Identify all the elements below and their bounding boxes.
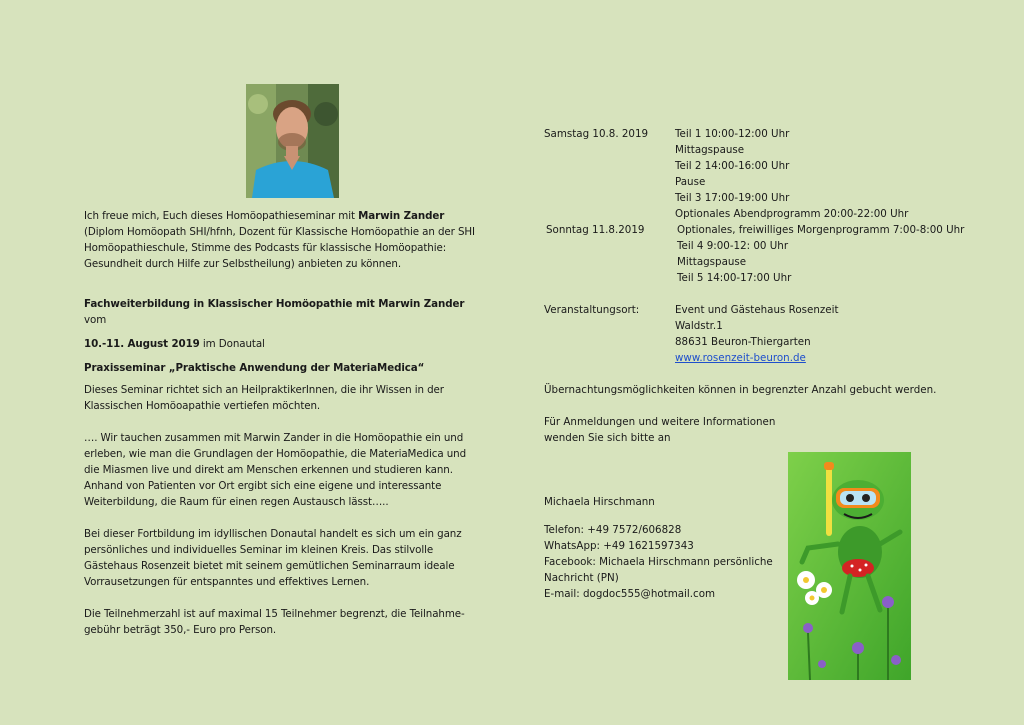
left-column — [84, 208, 479, 638]
saturday-items — [675, 126, 974, 222]
contact-name: Michaela Hirschmann — [544, 496, 655, 508]
fachweiterbildung-title: Fachweiterbildung in Klassischer Homöopathie mit Marwin Zander — [84, 298, 465, 310]
contact-whatsapp: WhatsApp: +49 1621597343 — [544, 540, 694, 552]
venue-street: Waldstr.1 — [675, 320, 723, 332]
venue-address — [675, 302, 974, 366]
schedule-item: Teil 2 14:00-16:00 Uhr — [675, 160, 790, 172]
saturday-label: Samstag 10.8. 2019 — [544, 128, 649, 140]
frog-illustration-photo — [788, 452, 911, 680]
seminar-location-short: im Donautal — [199, 338, 265, 350]
schedule-item: Pause — [675, 176, 706, 188]
sunday-items — [677, 222, 974, 286]
contact-email: E-mail: dogdoc555@hotmail.com — [544, 588, 716, 600]
seminar-date-line — [84, 336, 479, 352]
contact-phone: Telefon: +49 7572/606828 — [544, 524, 682, 536]
intro-speaker-name: Marwin Zander — [358, 210, 445, 222]
seminar-title — [84, 360, 479, 376]
schedule-item: Optionales, freiwilliges Morgenprogramm 7:00-8:00 Uhr — [677, 224, 965, 236]
overnight-info: Übernachtungsmöglichkeiten können in begrenzter Anzahl gebucht werden. — [544, 384, 937, 396]
schedule-item: Teil 5 14:00-17:00 Uhr — [677, 272, 792, 284]
venue-city: 88631 Beuron-Thiergarten — [675, 336, 811, 348]
fachweiterbildung-line — [84, 296, 479, 328]
venue-label: Veranstaltungsort: — [544, 304, 640, 316]
contact-facebook: Facebook: Michaela Hirschmann persönliche — [544, 556, 773, 568]
venue-website-link[interactable]: www.rosenzeit-beuron.de — [675, 352, 806, 364]
paragraph-audience: Dieses Seminar richtet sich an HeilpraktikerInnen, die ihr Wissen in der Klassischen Homöoapathie vertiefen möchten. — [84, 384, 444, 412]
schedule-item: Mittagspause — [675, 144, 745, 156]
schedule-item: Teil 1 10:00-12:00 Uhr — [675, 128, 790, 140]
intro-paragraph — [84, 208, 479, 272]
schedule-saturday — [544, 126, 974, 222]
paragraph-fee: Die Teilnehmerzahl ist auf maximal 15 Teilnehmer begrenzt, die Teilnahme-gebühr beträgt 350,- Euro pro Person. — [84, 608, 465, 636]
schedule-item: Optionales Abendprogramm 20:00-22:00 Uhr — [675, 208, 909, 220]
schedule-sunday — [544, 222, 974, 286]
schedule-item: Teil 3 17:00-19:00 Uhr — [675, 192, 790, 204]
venue-block — [544, 302, 974, 366]
frog-image — [788, 452, 911, 680]
paragraph-venue-info: Bei dieser Fortbildung im idyllischen Donautal handelt es sich um ein ganz persönliches und individuelles Seminar im kleinen Kreis. Das stilvolle Gästehaus Rosenzeit bietet mit seinem gemütlichen Seminarraum ideale Vorrausetzungen für entspanntes und effektives Lernen. — [84, 528, 462, 588]
schedule-item: Mittagspause — [677, 256, 747, 268]
contact-facebook-cont: Nachricht (PN) — [544, 572, 619, 584]
portrait-image — [246, 84, 339, 198]
sunday-label: Sonntag 11.8.2019 — [546, 224, 645, 236]
intro-rest: (Diplom Homöopath SHI/hfnh, Dozent für Klassische Homöopathie an der SHI Homöopathieschule, Stimme des Podcasts für klassische Homöopathie: Gesundheit durch Hilfe zur Selbstheilung) anbieten zu können. — [84, 226, 475, 270]
venue-name: Event und Gästehaus Rosenzeit — [675, 304, 839, 316]
schedule-item: Teil 4 9:00-12: 00 Uhr — [677, 240, 789, 252]
seminar-date: 10.-11. August 2019 — [84, 338, 200, 350]
seminar-title-text: Praxisseminar „Praktische Anwendung der MateriaMedica“ — [84, 362, 425, 374]
paragraph-description: …. Wir tauchen zusammen mit Marwin Zander in die Homöopathie ein und erleben, wie man die Grundlagen der Homöopathie, die MateriaMedica und die Miasmen live und direkt am Menschen erkennen und studieren kann. Anhand von Patienten vor Ort ergibt sich eine eigene und interessante Weiterbildung, die Raum für einen regen Austausch lässt….. — [84, 432, 467, 508]
signup-line-2: wenden Sie sich bitte an — [544, 432, 671, 444]
signup-line-1: Für Anmeldungen und weitere Informationen — [544, 416, 776, 428]
fachweiterbildung-suffix: vom — [84, 314, 107, 326]
portrait-photo — [246, 84, 339, 198]
intro-prefix: Ich freue mich, Euch dieses Homöopathieseminar mit — [84, 210, 359, 222]
